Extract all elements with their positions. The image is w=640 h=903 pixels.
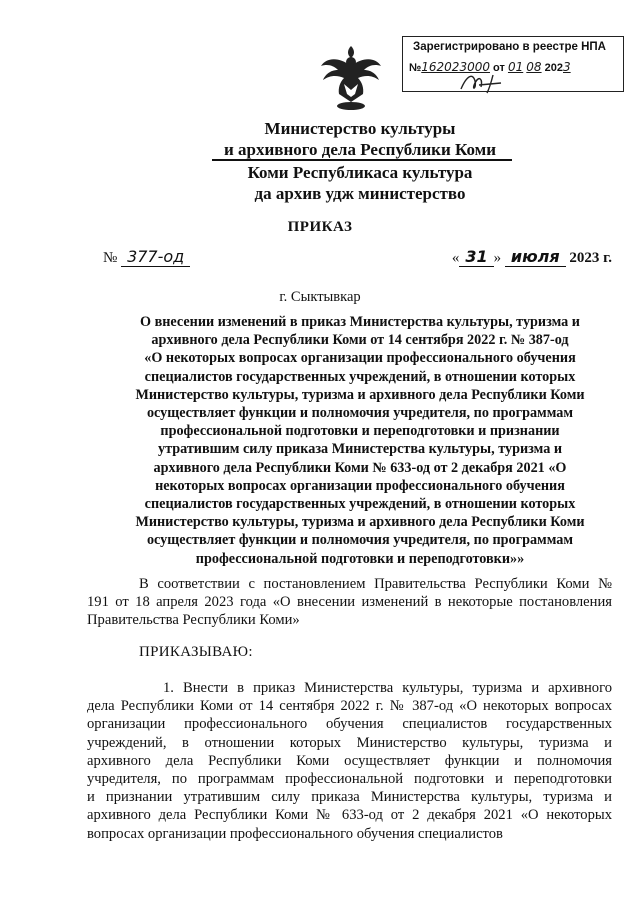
- subject-line: специалистов государственных учреждений, в отношении которых: [144, 496, 576, 513]
- subject-line: архивного дела Республики Коми № 633-од от 2 декабря 2021 «О: [153, 459, 567, 476]
- stamp-month: 08: [526, 60, 542, 74]
- subject-line: специалистов государственных учреждений, в отношении которых: [144, 368, 576, 385]
- preamble-paragraph: [87, 575, 612, 630]
- item-1-line: вопросах организации профессионального обучения специалистов: [87, 825, 503, 842]
- item-1-line: и признании утратившим силу приказа Министерства культуры, туризма и: [87, 789, 612, 806]
- subject-line: профессиональной подготовки и переподготовки и признании: [160, 423, 560, 440]
- subject-line: осуществляет функции и полномочия учредителя, по программам: [146, 532, 574, 549]
- preamble-line: В соответствии с постановлением Правительства Республики Коми №: [139, 576, 612, 592]
- item-1-line: учредителя, по программам профессиональной подготовки и переподготовки: [87, 771, 612, 788]
- stamp-year-suffix: 3: [563, 60, 571, 74]
- subject-line: осуществляет функции и полномочия учредителя, по программам: [146, 405, 574, 422]
- order-date-day: 31: [459, 247, 493, 267]
- stamp-number-value: 162023000: [421, 60, 490, 74]
- order-number-value: 377-од: [121, 247, 190, 267]
- subject-line: «О некоторых вопросах организации профессионального обучения: [144, 350, 576, 367]
- order-date: [452, 247, 612, 267]
- item-1-line: архивного дела Республики Коми осуществляет функции и полномочия: [87, 752, 612, 769]
- order-number-label: №: [103, 250, 118, 266]
- subject-line: утратившим силу приказа Министерства культуры, туризма и: [157, 441, 563, 458]
- ministry-name-ru-line1: Министерство культуры: [264, 119, 456, 138]
- date-open-quote: «: [451, 250, 460, 266]
- stamp-signature-icon: [453, 69, 513, 95]
- city: г. Сыктывкар: [279, 289, 361, 305]
- subject-line: профессиональной подготовки и переподготовки»»: [195, 550, 525, 567]
- ministry-name-komi: [120, 162, 600, 204]
- order-subject: [110, 313, 610, 568]
- subject-line: О внесении изменений в приказ Министерства культуры, туризма и: [140, 314, 580, 330]
- item-1-line: дела Республики Коми от 14 сентября 2022 г. № 387-од «О некоторых вопросах: [87, 698, 612, 715]
- preamble-line: Правительства Республики Коми»: [87, 612, 300, 629]
- order-item-1: [87, 679, 612, 843]
- stamp-day: 01: [507, 60, 524, 74]
- subject-line: архивного дела Республики Коми от 14 сентября 2022 г. № 387-од: [151, 332, 569, 349]
- stamp-from-label: от: [493, 62, 505, 74]
- order-title: ПРИКАЗ: [287, 219, 353, 235]
- ministry-name-ru: [120, 118, 600, 160]
- header-divider: [212, 159, 512, 161]
- ministry-name-ru-line2: и архивного дела Республики Коми: [223, 140, 497, 159]
- ministry-name-komi-line2: да архив удж министерство: [254, 184, 466, 203]
- stamp-year-prefix: 202: [544, 62, 563, 74]
- stamp-number-prefix: №: [409, 62, 422, 74]
- order-number: [103, 247, 190, 267]
- order-date-month: июля: [505, 247, 566, 267]
- item-1-line: организации профессионального обучения специалистов государственных: [87, 716, 612, 733]
- ministry-name-komi-line1: Коми Республикаса культура: [247, 163, 473, 182]
- item-1-line: архивного дела Республики Коми № 633-од от 2 декабря 2021 «О некоторых: [87, 807, 612, 824]
- date-close-quote: »: [493, 250, 502, 266]
- registration-stamp: [402, 36, 624, 92]
- order-date-year: 2023 г.: [569, 250, 612, 266]
- subject-line: некоторых вопросах организации профессионального обучения: [155, 477, 565, 494]
- subject-line: Министерство культуры, туризма и архивного дела Республики Коми: [135, 514, 585, 531]
- item-1-line: 1. Внести в приказ Министерства культуры, туризма и архивного: [163, 680, 612, 696]
- subject-line: Министерство культуры, туризма и архивного дела Республики Коми: [135, 386, 585, 403]
- preamble-line: 191 от 18 апреля 2023 года «О внесении изменений в некоторые постановления: [87, 594, 612, 611]
- stamp-title: Зарегистрировано в реестре НПА: [413, 41, 606, 53]
- item-1-line: учреждений, в отношении которых Министерство культуры, туризма и: [87, 734, 612, 751]
- order-directive: ПРИКАЗЫВАЮ:: [139, 644, 253, 660]
- komi-emblem-icon: [318, 42, 384, 112]
